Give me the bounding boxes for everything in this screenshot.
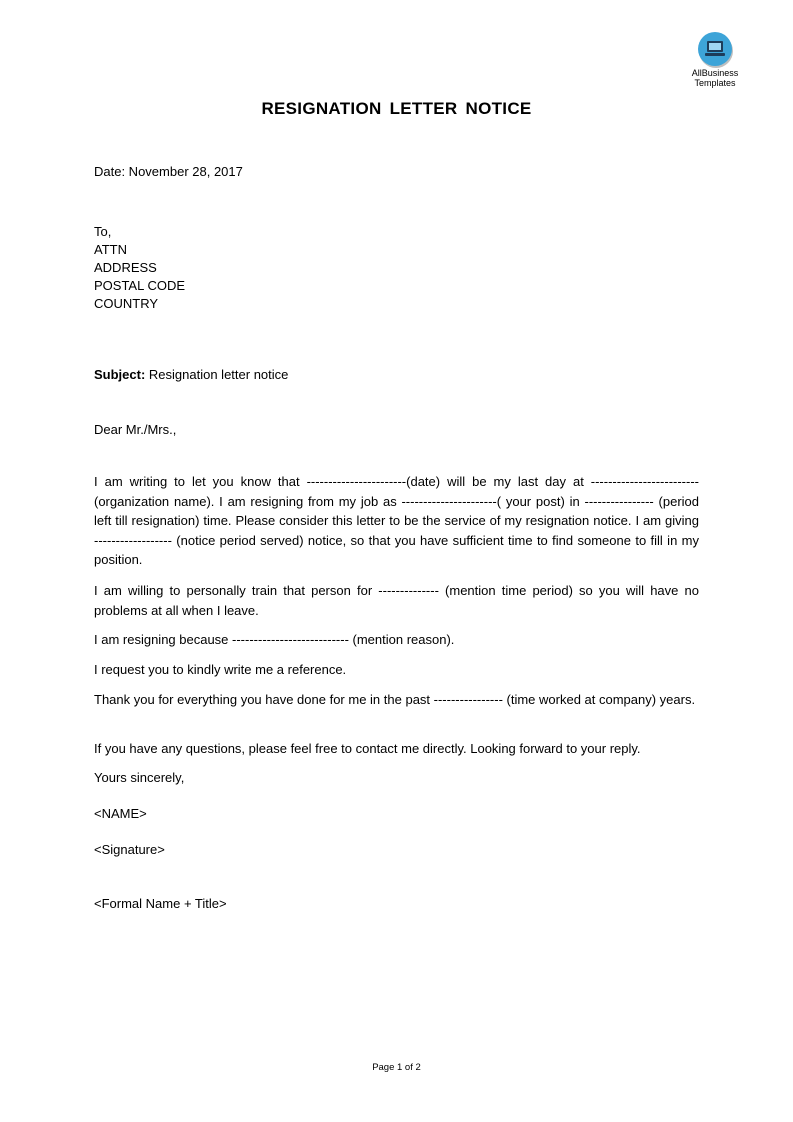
body-paragraph: I am willing to personally train that person for -------------- (mention time period) so you will have no problems at all when I leave. (94, 583, 699, 618)
subject-line (94, 366, 288, 384)
body-paragraph: I am resigning because --------------------------- (mention reason). (94, 632, 455, 647)
body-paragraph: Thank you for everything you have done for me in the past ---------------- (time worked at company) years. (94, 692, 696, 707)
name-placeholder: <NAME> (94, 806, 147, 821)
laptop-icon (698, 32, 732, 66)
body-paragraph: If you have any questions, please feel free to contact me directly. Looking forward to your reply. (94, 741, 641, 756)
address-line-country: COUNTRY (94, 296, 159, 311)
document-title: RESIGNATION LETTER NOTICE (261, 99, 532, 118)
logo-line-2: Templates (694, 78, 736, 88)
allbusiness-logo (676, 32, 754, 88)
body-paragraph: I am writing to let you know that -----------------------(date) will be my last day at ------------------------- (organization name). I am resigning from my job as ----------------------( your post) in ---------------- (period left till resignation) time. Please consider this letter to be the service of my resignation notice. I am giving ------------------ (notice period served) notice, so that you have sufficient time to find someone to fill in my position. (94, 474, 699, 567)
signature-placeholder: <Signature> (94, 842, 165, 857)
page-number: Page 1 of 2 (372, 1062, 421, 1073)
address-line-attn: ATTN (94, 242, 127, 257)
salutation: Dear Mr./Mrs., (94, 422, 177, 437)
logo-text (676, 68, 754, 88)
address-line-postal-code: POSTAL CODE (94, 278, 186, 293)
logo-line-1: AllBusiness (691, 68, 739, 78)
address-line-to: To, (94, 224, 112, 239)
formal-name-placeholder: <Formal Name + Title> (94, 896, 227, 911)
subject-label: Subject: (94, 367, 146, 382)
body-paragraph: I request you to kindly write me a reference. (94, 662, 347, 677)
subject-text: Resignation letter notice (145, 367, 289, 382)
address-line-address: ADDRESS (94, 260, 157, 275)
closing: Yours sincerely, (94, 770, 185, 785)
date-line: Date: November 28, 2017 (94, 164, 243, 179)
